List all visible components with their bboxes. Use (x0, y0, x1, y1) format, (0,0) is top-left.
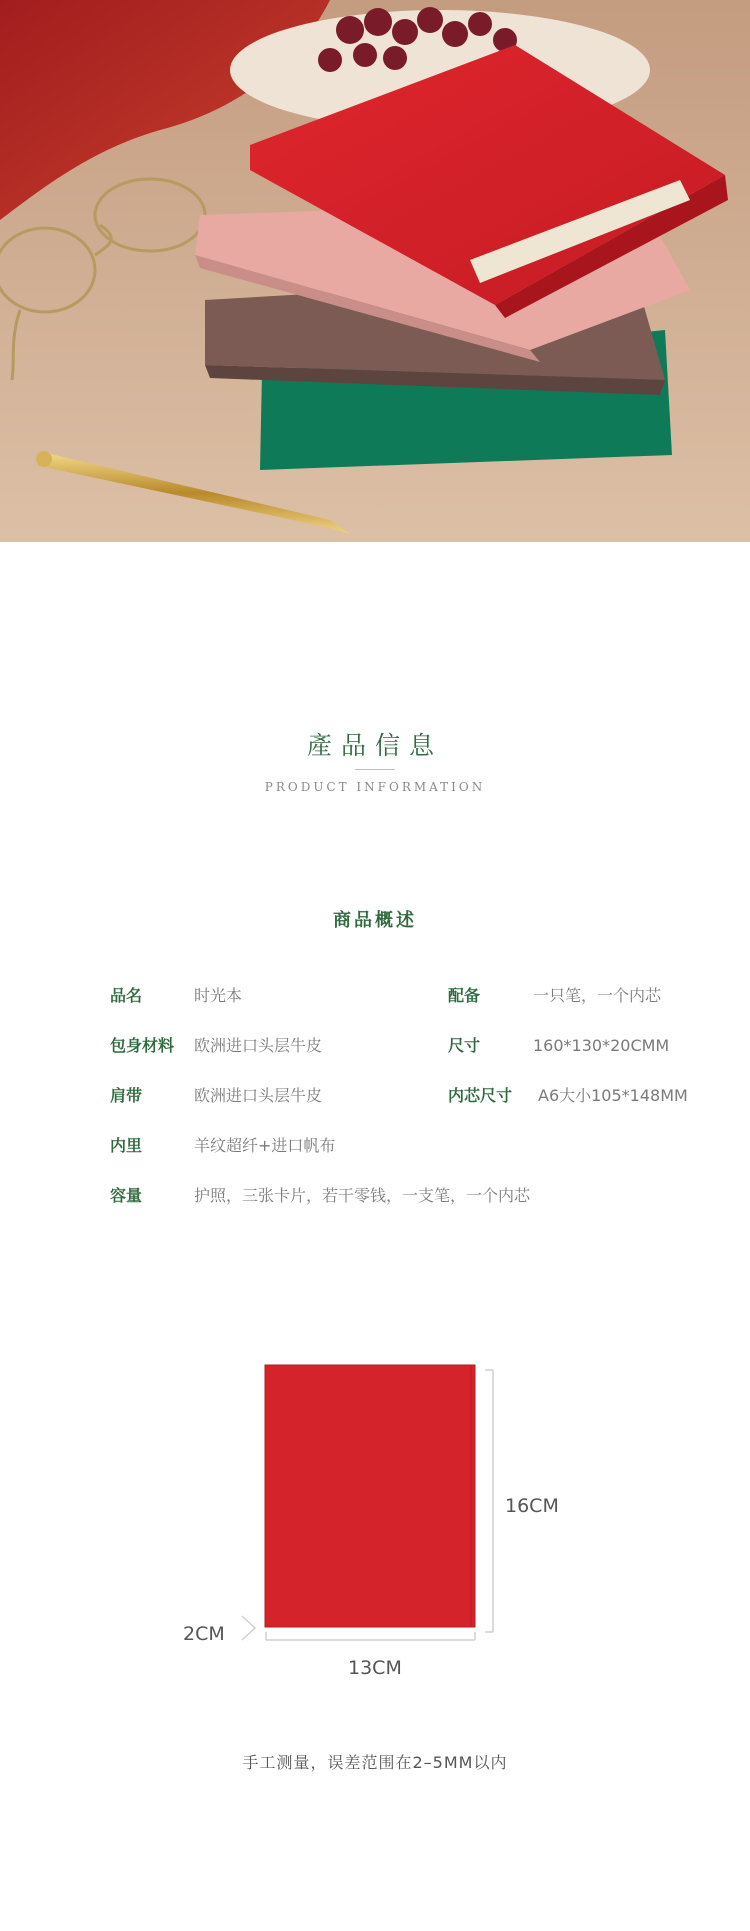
spec-heading: 商品概述 (333, 910, 417, 931)
spec-label: 配备 (448, 986, 481, 1005)
width-label: 13CM (348, 1657, 402, 1679)
spec-value: 羊纹超纤+进口帆布 (194, 1136, 336, 1155)
spec-value: 一只笔，一个内芯 (533, 986, 662, 1005)
spec-value: A6大小105*148MM (538, 1086, 688, 1105)
hero-photo (0, 0, 750, 542)
spec-label: 容量 (110, 1186, 143, 1205)
notebook-front (265, 1365, 475, 1627)
spec-value: 时光本 (194, 986, 243, 1005)
height-label: 16CM (505, 1495, 559, 1517)
spec-label: 内里 (110, 1136, 143, 1155)
title-divider (355, 769, 395, 770)
spec-value: 160*130*20CMM (533, 1036, 670, 1055)
section-subtitle: PRODUCT INFORMATION (264, 780, 486, 794)
spec-label: 包身材料 (110, 1036, 175, 1055)
depth-guide (242, 1616, 255, 1640)
section-title: 產品信息 (306, 731, 443, 760)
dimension-diagram (0, 1350, 750, 1680)
spec-value: 欧洲进口头层牛皮 (194, 1036, 323, 1055)
notebooks-illustration (0, 0, 750, 542)
spec-label: 肩带 (110, 1086, 143, 1105)
spec-value: 欧洲进口头层牛皮 (194, 1086, 323, 1105)
spec-label: 尺寸 (448, 1036, 481, 1055)
spec-label: 内芯尺寸 (448, 1086, 513, 1105)
measurement-note: 手工测量，误差范围在2–5MM以内 (242, 1753, 508, 1772)
depth-label: 2CM (183, 1623, 225, 1645)
spec-value: 护照，三张卡片，若干零钱，一支笔，一个内芯 (194, 1186, 531, 1205)
spec-label: 品名 (110, 986, 143, 1005)
